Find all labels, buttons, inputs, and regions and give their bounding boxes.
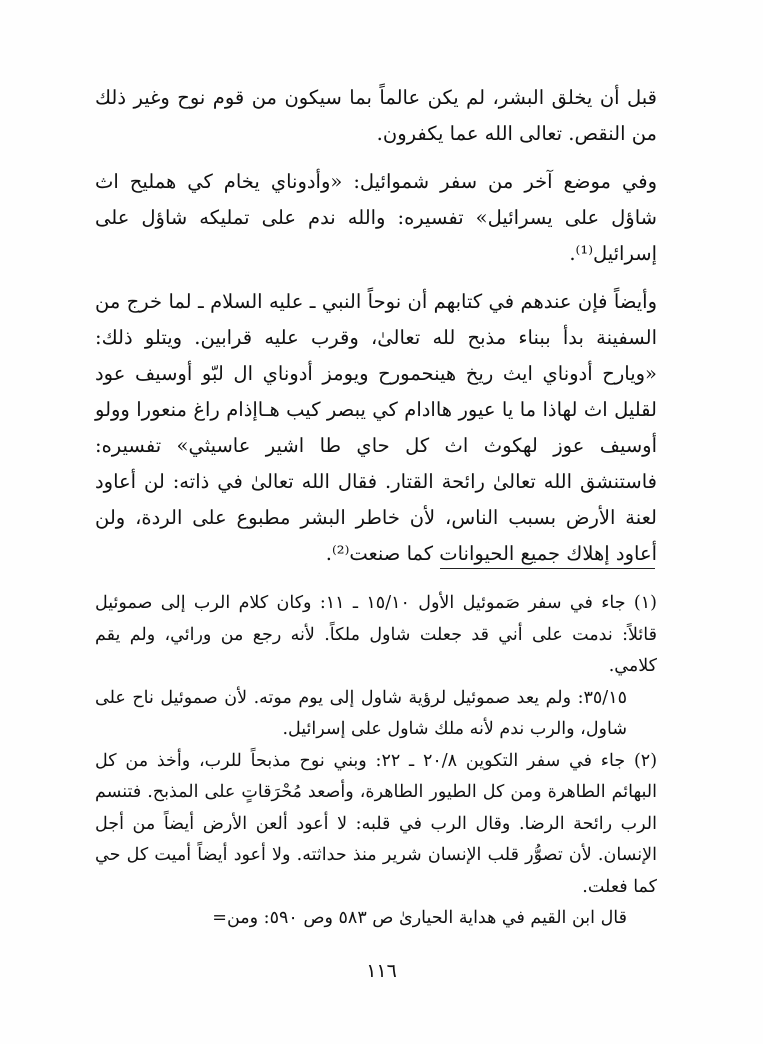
footnote-1: (١) جاء في سفر صَموئيل الأول ١٥/١٠ ـ ١١: وكان كلام الرب إلى صموئيل قائلاً: ندمت على أني قد جعلت شاول ملكاً. لأنه رجع من ورائي، ولم يقم كلامي. [95, 593, 657, 676]
paragraph-1: قبل أن يخلق البشر، لم يكن عالماً بما سيكون من قوم نوح وغير ذلك من النقص. تعالى الله عما يكفرون. [95, 86, 657, 145]
paragraph-3: وأيضاً فإن عندهم في كتابهم أن نوحاً النبي ـ عليه السلام ـ لما خرج من السفينة بدأ ببناء مذبح لله تعالىٰ، وقرب عليه قرابين. ويتلو ذلك: «ويارح أدوناي ايث ريخ هينحمورح ويومز أدوناي ال لبّو أوسيف عود لقليل اث لهاذا ما يا عيور هاادام كي يبصر كيب هـاإذام راغ منعورا وولو أوسيف عوز لهكوث اث كل حاي طا اشير عاسيثي» تفسيره: فاستنشق الله تعالىٰ رائحة القتار. فقال الله تعالىٰ في ذاته: لن أعاود لعنة الأرض بسبب الناس، لأن خاطر البشر مطبوع على الردة، ولن أعاود إهلاك جميع الحيوانات كما صنعت⁽²⁾. [95, 290, 657, 565]
page-number: ١١٦ [366, 960, 397, 982]
main-text [95, 80, 657, 584]
footnote-2: (٢) جاء في سفر التكوين ٢٠/٨ ـ ٢٢: وبني نوح مذبحاً للرب، وأخذ من كل البهائم الطاهرة ومن كل الطيور الطاهرة، وأصعد مُحْرَقاتٍ على المذبح. فتنسم الرب رائحة الرضا. وقال الرب في قلبه: لا أعود ألعن الأرض أيضاً من أجل الإنسان. لأن تصوُّر قلب الإنسان شرير منذ حداثته. ولا أعود أيضاً أميت كل حي كما فعلت. [95, 750, 658, 897]
footnote-3: قال ابن القيم في هداية الحيارىٰ ص ٥٨٣ وص ٥٩٠: ومن= [212, 908, 627, 928]
footnote-separator [440, 568, 655, 569]
paragraph-2: وفي موضع آخر من سفر شموائيل: «وأدوناي يخام كي همليح اث شاؤل على يسرائيل» تفسيره: والله ندم على تمليكه شاؤل على إسرائيل⁽¹⁾. [95, 170, 657, 265]
footnotes [95, 588, 657, 935]
footnote-1-continued: ٣٥/١٥: ولم يعد صموئيل لرؤية شاول إلى يوم موته. لأن صموئيل ناح على شاول، والرب ندم لأنه ملك شاول على إسرائيل. [95, 687, 627, 739]
